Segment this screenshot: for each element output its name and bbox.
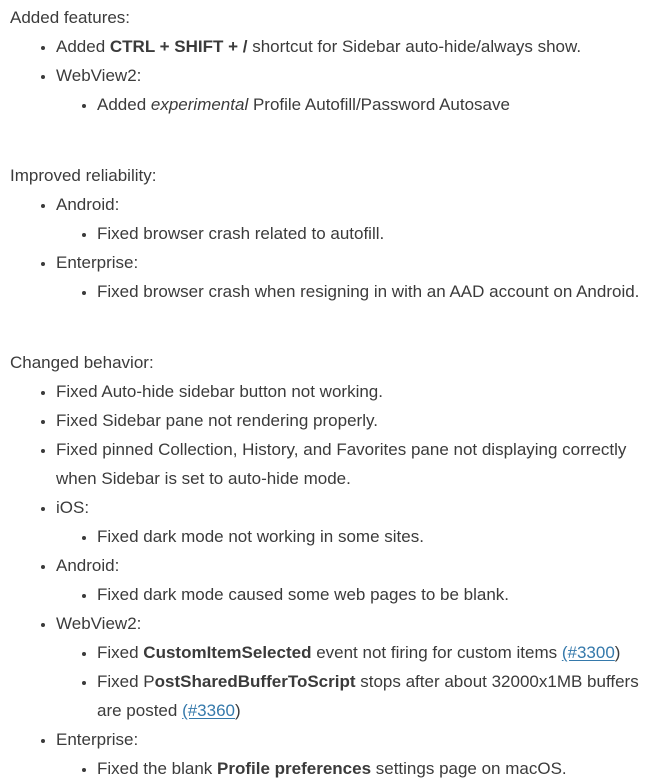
text-run: WebView2:: [56, 66, 142, 85]
bullet-list-level-2: [56, 580, 665, 609]
list-item: [97, 638, 665, 667]
text-run: Added: [97, 95, 151, 114]
list-item: [97, 522, 665, 551]
text-run: Android:: [56, 195, 120, 214]
list-item: [97, 90, 665, 119]
text-run: Fixed browser crash when resigning in with an AAD account on Android.: [97, 282, 640, 301]
bullet-list-level-2: [56, 638, 665, 725]
list-item: [56, 725, 665, 783]
bullet-list-level-2: [56, 522, 665, 551]
text-run: Android:: [56, 556, 120, 575]
list-item: [97, 277, 665, 306]
list-item: [97, 219, 665, 248]
list-item: [56, 248, 665, 306]
text-run: stops after about 32000x1MB buffers are posted: [97, 672, 639, 720]
bold-text-run: ostSharedBufferToScript: [154, 672, 356, 691]
text-run: Enterprise:: [56, 253, 139, 272]
text-run: Fixed: [97, 643, 144, 662]
text-run: Enterprise:: [56, 730, 139, 749]
text-run: Fixed P: [97, 672, 155, 691]
bold-text-run: Profile preferences: [217, 759, 372, 778]
text-run: Fixed pinned Collection, History, and Favorites pane not displaying correctly when Sidebar is set to auto-hide mode.: [56, 440, 627, 488]
list-item: [56, 406, 665, 435]
text-run: settings page on macOS.: [371, 759, 567, 778]
text-run: event not firing for custom items: [311, 643, 562, 662]
text-run: Profile Autofill/Password Autosave: [248, 95, 510, 114]
section-heading: Added features:: [10, 8, 131, 27]
bold-text-run: CTRL + SHIFT + /: [109, 37, 248, 56]
text-run: shortcut for Sidebar auto-hide/always show.: [247, 37, 582, 56]
list-item: [56, 435, 665, 493]
changelog-section: [10, 348, 665, 783]
list-item: [56, 493, 665, 551]
text-run: ): [614, 643, 621, 662]
issue-link[interactable]: (#3300: [561, 643, 615, 662]
text-run: Fixed the blank: [97, 759, 218, 778]
list-item: [56, 551, 665, 609]
section-heading: Improved reliability:: [10, 166, 157, 185]
list-item: [97, 754, 665, 783]
text-run: Fixed dark mode not working in some sites.: [97, 527, 424, 546]
bold-text-run: CustomItemSelected: [143, 643, 312, 662]
text-run: Fixed Sidebar pane not rendering properly.: [56, 411, 378, 430]
list-item: [56, 609, 665, 725]
text-run: ): [235, 701, 241, 720]
issue-link[interactable]: (#3360: [182, 701, 235, 720]
bullet-list-level-1: [10, 190, 665, 306]
text-run: Fixed Auto-hide sidebar button not working.: [56, 382, 383, 401]
text-run: Fixed dark mode caused some web pages to be blank.: [97, 585, 510, 604]
bullet-list-level-2: [56, 219, 665, 248]
section-heading: Changed behavior:: [10, 353, 154, 372]
text-run: Fixed browser crash related to autofill.: [97, 224, 385, 243]
list-item: [56, 190, 665, 248]
bullet-list-level-1: [10, 377, 665, 783]
list-item: [97, 667, 665, 725]
list-item: [56, 61, 665, 119]
bullet-list-level-2: [56, 754, 665, 783]
list-item: [56, 32, 665, 61]
italic-text-run: experimental: [150, 95, 249, 114]
bullet-list-level-1: [10, 32, 665, 119]
bullet-list-level-2: [56, 277, 665, 306]
list-item: [56, 377, 665, 406]
changelog-section: [10, 3, 665, 119]
list-item: [97, 580, 665, 609]
text-run: Added: [56, 37, 110, 56]
text-run: WebView2:: [56, 614, 142, 633]
bullet-list-level-2: [56, 90, 665, 119]
text-run: iOS:: [56, 498, 90, 517]
changelog-section: [10, 161, 665, 306]
